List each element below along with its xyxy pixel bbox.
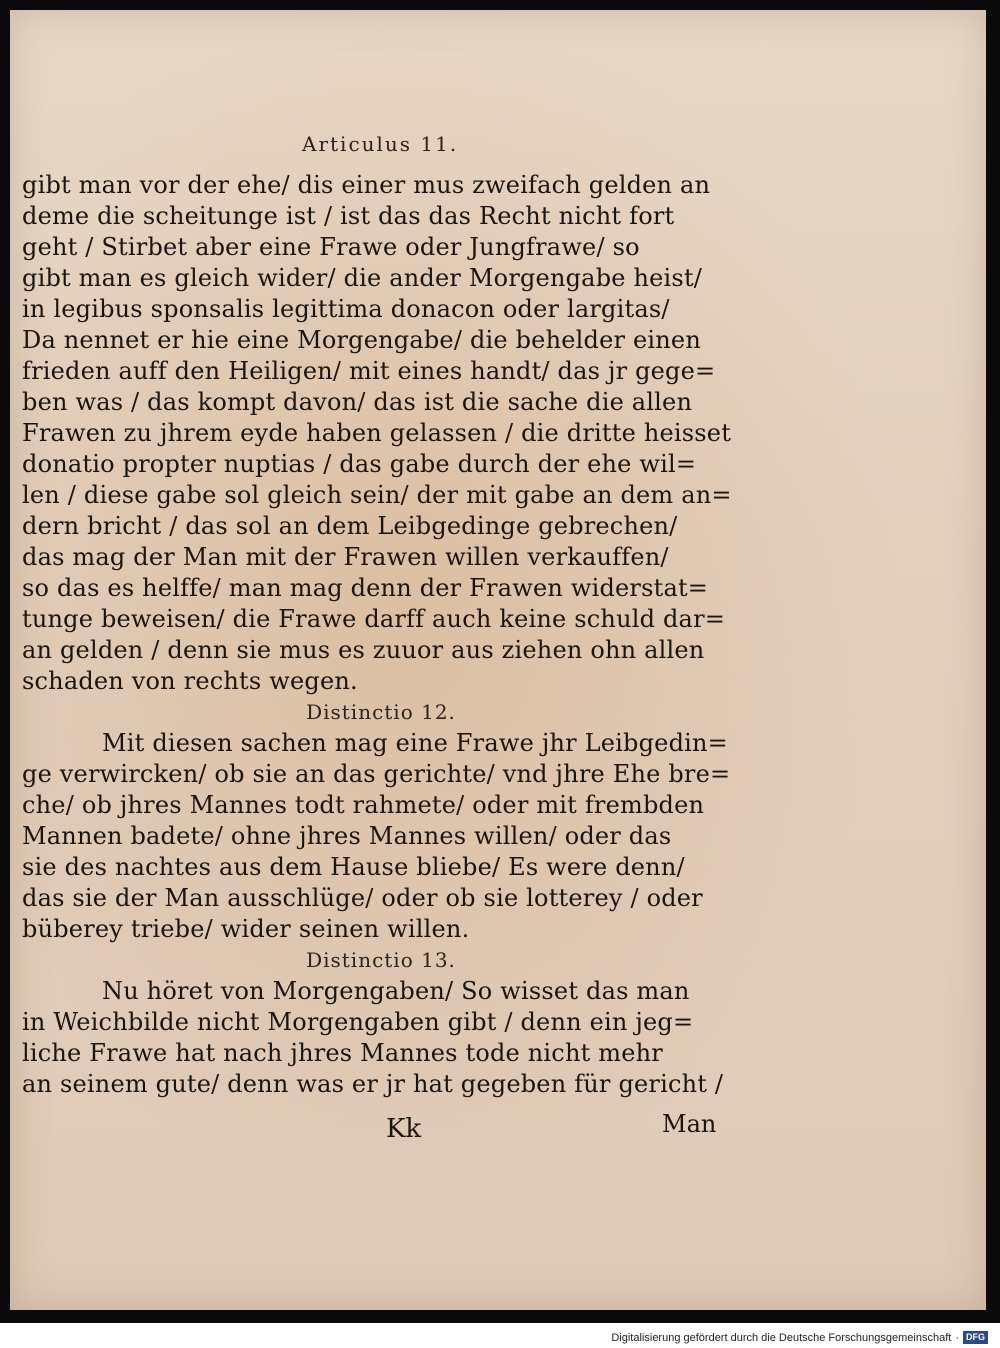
text-line: deme die scheitunge ist / ist das das Recht nicht fort: [22, 202, 675, 230]
text-line: Frawen zu jhrem eyde haben gelassen / die dritte heisset: [22, 419, 732, 447]
text-line: Mannen badete/ ohne jhres Mannes willen/ oder das: [22, 822, 672, 850]
text-line: an gelden / denn sie mus es zuuor aus ziehen ohn allen: [22, 636, 705, 664]
signature-mark: Kk: [386, 1114, 422, 1144]
text-line: Nu höret von Morgengaben/ So wisset das man: [102, 977, 690, 1005]
dfg-logo-icon: DFG: [963, 1331, 988, 1344]
section-heading-12: Distinctio 12.: [306, 700, 456, 724]
text-line: so das es helffe/ man mag denn der Frawen widerstat=: [22, 574, 709, 602]
text-block: [22, 170, 740, 1100]
text-line: Da nennet er hie eine Morgengabe/ die behelder einen: [22, 326, 701, 354]
text-line: ge verwircken/ ob sie an das gerichte/ vnd jhre Ehe bre=: [22, 760, 731, 788]
text-line: büberey triebe/ wider seinen willen.: [22, 915, 470, 943]
text-line: in legibus sponsalis legittima donacon oder largitas/: [22, 295, 670, 323]
text-line: an seinem gute/ denn was er jr hat gegeben für gericht /: [22, 1070, 724, 1098]
text-line: sie des nachtes aus dem Hause bliebe/ Es were denn/: [22, 853, 685, 881]
text-line: frieden auff den Heiligen/ mit eines handt/ das jr gege=: [22, 357, 716, 385]
text-line: liche Frawe hat nach jhres Mannes tode nicht mehr: [22, 1039, 663, 1067]
text-line: in Weichbilde nicht Morgengaben gibt / denn ein jeg=: [22, 1008, 694, 1036]
running-head: Articulus 11.: [302, 132, 459, 156]
text-line: geht / Stirbet aber eine Frawe oder Jungfrawe/ so: [22, 233, 640, 261]
separator-dot: ·: [955, 1331, 959, 1344]
text-line: ben was / das kompt davon/ das ist die sache die allen: [22, 388, 693, 416]
section-heading-13: Distinctio 13.: [306, 948, 456, 972]
text-line: gibt man es gleich wider/ die ander Morgengabe heist/: [22, 264, 703, 292]
text-line: dern bricht / das sol an dem Leibgedinge gebrechen/: [22, 512, 678, 540]
text-line: schaden von rechts wegen.: [22, 667, 358, 695]
text-line: das sie der Man ausschlüge/ oder ob sie lotterey / oder: [22, 884, 703, 912]
text-line: tunge beweisen/ die Frawe darff auch keine schuld dar=: [22, 605, 726, 633]
text-line: gibt man vor der ehe/ dis einer mus zweifach gelden an: [22, 171, 711, 199]
text-line: donatio propter nuptias / das gabe durch der ehe wil=: [22, 450, 697, 478]
text-line: Mit diesen sachen mag eine Frawe jhr Leibgedin=: [102, 729, 728, 757]
catchword: Man: [662, 1110, 717, 1138]
footer-text: Digitalisierung gefördert durch die Deutsche Forschungsgemeinschaft: [611, 1331, 952, 1344]
text-line: len / diese gabe sol gleich sein/ der mit gabe an dem an=: [22, 481, 732, 509]
footer-credit: [611, 1331, 988, 1344]
text-line: che/ ob jhres Mannes todt rahmete/ oder mit frembden: [22, 791, 705, 819]
book-page: [10, 10, 986, 1310]
text-line: das mag der Man mit der Frawen willen verkauffen/: [22, 543, 669, 571]
